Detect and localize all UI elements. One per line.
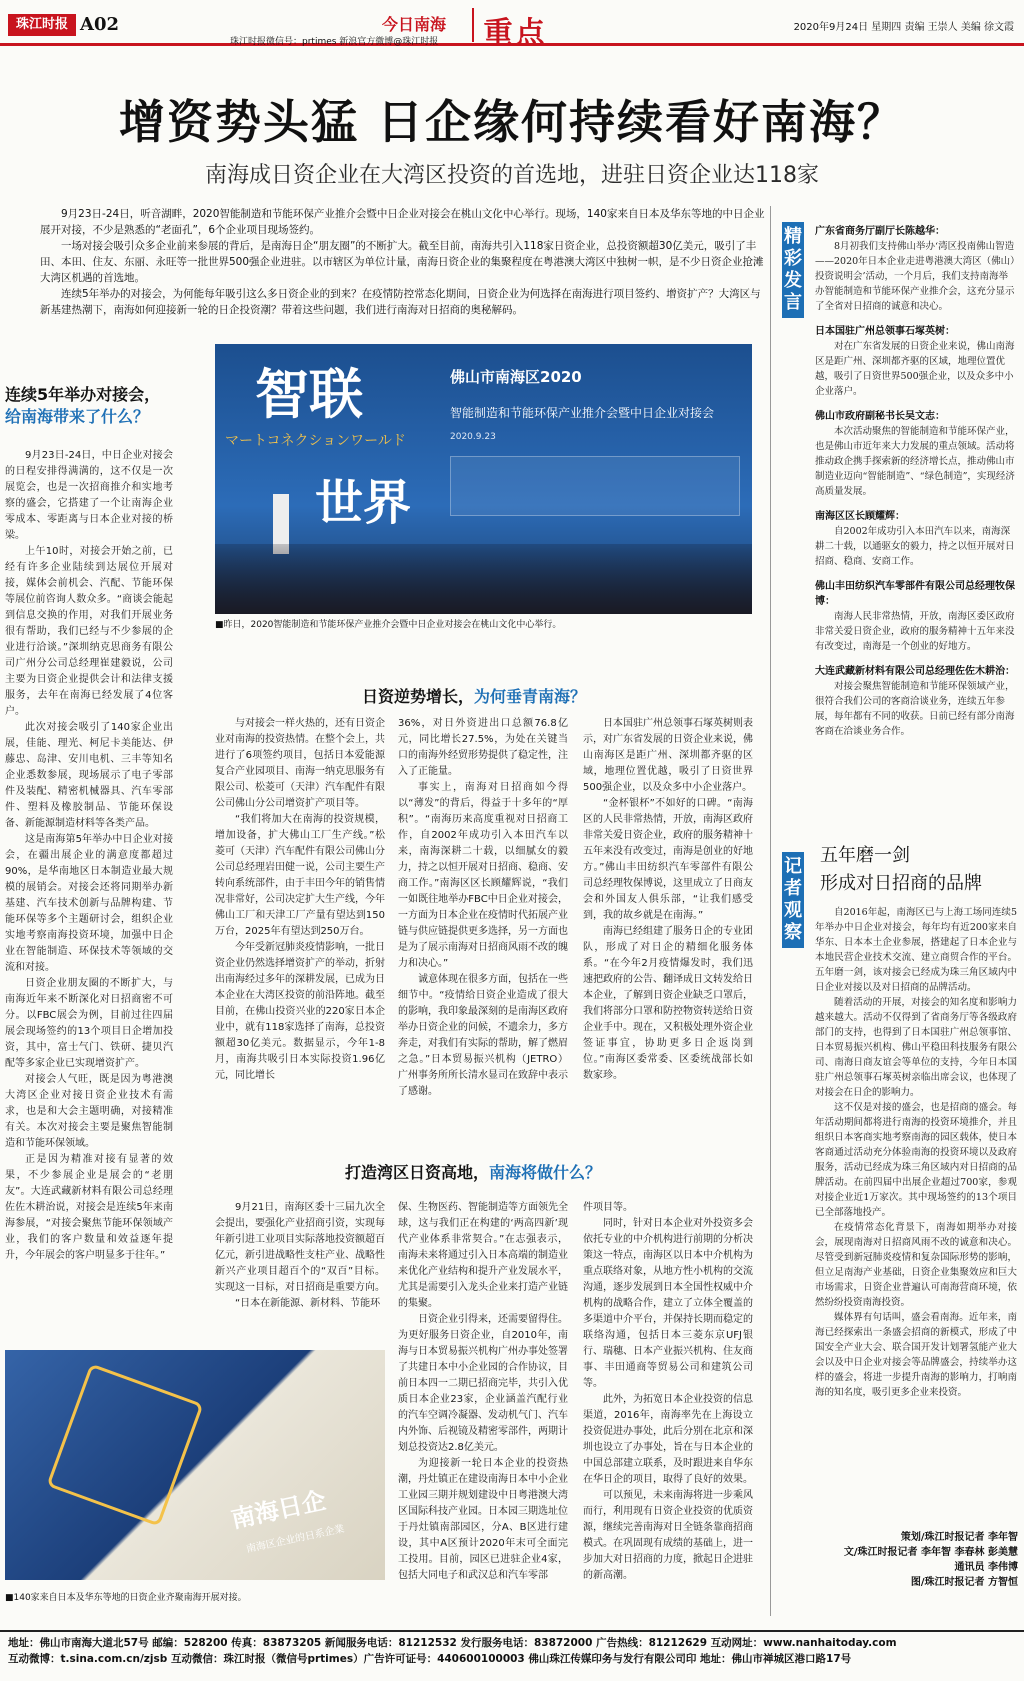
section-name: 重点 <box>483 16 547 51</box>
quote-text: 南海人民非常热情，开放，南海区委区政府非常关爱日资企业，政府的服务精神十五年来没有改变过，南海是一个创业的好地方。 <box>815 611 1015 652</box>
photo-event-title: 佛山市南海区2020 <box>450 368 582 386</box>
masthead <box>0 0 1024 51</box>
section3-title-blue: 南海将做什么？ <box>489 1163 602 1182</box>
article-paragraph: 日资企业朋友圈的不断扩大，与南海近年来不断深化对日招商密不可分。以FBC展会为例，目前过往四届展会现场签约的13个项目日企增加投资，其中，富士气门、铁研、捷贝汽配等多家企业已实现增资扩产。 <box>5 978 173 1069</box>
main-headline: 增资势头猛 日企缘何持续看好南海？ <box>118 95 905 149</box>
article-paragraph: 正是因为精准对接有显著的效果，不少参展企业是展会的“老朋友”。大连武藏新材料有限公司总经理佐佐木耕治说，对接会是连续5年来南海参展，“对接会聚焦节能环保领域产业，我们的客户数量和效益逐年提升，今年展会的客户明显多于往年。” <box>5 1154 173 1261</box>
left-title-line2: 给南海带来了什么？ <box>5 407 150 426</box>
quote-text: 自2002年成功引入本田汽车以来，南海深耕二十载，以通驱女的毅力，持之以恒开展对日招商、稳商、安商工作。 <box>815 526 1015 567</box>
article-paragraph: 对接会人气旺，既是因为粤港澳大湾区企业对接日资企业技术有需求，也是和大会主题明确，对接精准有关。本次对接会主要是聚焦智能制造和节能环保领域。 <box>5 1074 173 1149</box>
photo-text-wisdom: 智联 <box>255 362 363 426</box>
section2-title-black: 日资逆势增长， <box>362 687 475 706</box>
photo-caption: ■昨日，2020智能制造和节能环保产业推介会暨中日企业对接会在桃山文化中心举行。 <box>215 620 562 630</box>
quote-text: 对接会聚焦智能制造和节能环保领域产业，很符合我们公司的客商洽谈业务，连续五年参展，每年都有不同的收获。日前已经有部分南海客商在洽谈业务合作。 <box>815 681 1015 737</box>
article-paragraph: 保、生物医药、智能制造等方面领先全球，这与我们正在构建的‘两高四新’现代产业体系非常契合。”在志强表示，南海未来将通过引入日本高端的制造业来优化产业结构和提升产业发展水平，尤其是需要引入龙头企业来打造产业链的集聚。 <box>398 1202 568 1309</box>
section2-column-3 <box>583 716 753 1106</box>
article-paragraph: 今年受新冠肺炎疫情影响，一批日资企业仍然选择增资扩产的举动，折射出南海经过多年的深耕发展，已成为日本企业在大湾区投资的前沿阵地。截至目前，在佛山投资兴业的220家日本企业中，就有118家选择了南海，总投资额超30亿美元。数据显示，今年1-8月，南海共吸引日本实际投资1.96亿元，同比增长 <box>215 942 385 1081</box>
quote-item <box>815 222 1017 314</box>
section2-title <box>362 684 586 707</box>
photo-audience <box>215 544 752 614</box>
quote-text: 对在广东省发展的日资企业来说，佛山南海区是距广州、深圳都齐驱的区域，地理位置优越，吸引了日资世界500强企业，以及众多中小企业落户。 <box>815 341 1015 397</box>
article-paragraph: 9月23日-24日，中日企业对接会的日程安排得满满的，这不仅是一次展览会，也是一次招商推介和实地考察的盛会，它搭建了一个让南海企业零成本、零距离与日本企业对接的桥梁。 <box>5 450 173 541</box>
article-paragraph: 36%，对日外资进出口总额76.8亿元，同比增长27.5%，为处在关键当口的南海外经贸形势提供了稳定性，注入了正能量。 <box>398 718 568 777</box>
quote-item <box>815 577 1017 654</box>
section3-column-2 <box>398 1200 568 1580</box>
observation-body <box>815 905 1017 1510</box>
exhibition-photo <box>5 1350 385 1580</box>
masthead-divider <box>472 8 474 42</box>
section3-title-black: 打造湾区日资高地， <box>345 1163 490 1182</box>
footer <box>0 1630 1024 1667</box>
article-paragraph: 可以预见，未来南海将进一步乘风而行，利用现有日资企业投资的优质资源，继续完善南海对日全链条靠商招商模式。在巩固现有成绩的基础上，进一步加大对日招商的力度，掀起日企进驻的新高潮。 <box>583 1490 753 1580</box>
photo-caption: ■140家来自日本及华东等地的日资企业齐聚南海开展对接。 <box>5 1593 247 1603</box>
byline: 策划/珠江时报记者 李年智 <box>900 1532 1018 1543</box>
quote-item <box>815 507 1017 569</box>
quote-item <box>815 662 1017 739</box>
quote-item <box>815 322 1017 399</box>
column-divider <box>770 206 771 1616</box>
section2-title-blue: 为何垂青南海？ <box>474 687 587 706</box>
article-paragraph: 此外，为拓宽日本企业投资的信息渠道，2016年，南海率先在上海设立投资促进办事处，此后分别在北京和深圳也设立了办事处，旨在与日本企业的中国总部建立联系，及时跟进来自华东在华日企的项目，取得了良好的效果。 <box>583 1394 753 1485</box>
quote-item <box>815 407 1017 499</box>
footer-line: 互动微博：t.sina.com.cn/zjsb 互动微信：珠江时报（微信号prtimes）广告许可证号：440600100003 佛山珠江传媒印务与发行有限公司印 地址：佛山市禅城区港口路17号 <box>8 1653 852 1665</box>
article-paragraph: “金杯银杯”不如好的口碑。“南海区的人民非常热情，开放，南海区政府非常关爱日资企业，政府的服务精神十五年来没有改变过，南海是创业的好地方。”佛山丰田纺织汽车零部件有限公司总经理牧保博说，这里成立了日商友会和外国友人俱乐部，“让我们感受到，我的故乡就是在南海。” <box>583 798 753 921</box>
observation-paragraph: 媒体界有句话叫，盛会看南海。近年来，南海已经探索出一条盛会招商的新模式，形成了中国安全产业大会、联合国开发计划署氢能产业大会以及中日企业对接会等品牌盛会，持续举办这样的盛会，将进一步提升南海的影响力，打响南海的知名度，吸引更多企业来投资。 <box>815 1312 1017 1398</box>
quote-speaker: 佛山市政府副秘书长吴文志： <box>815 411 945 422</box>
observation-paragraph: 这不仅是对接的盛会，也是招商的盛会。每年活动期间都将进行南海的投资环境推介，并且组织日本客商实地考察南海的园区载体，使日本客商通过活动充分体验南海的投资环境以及政府服务，活动已经成为珠三角区域内对日招商的品牌活动。在前四届中出展企业超过700家，参观对接企业近1万家次。其中现场签约的13个项目已全部落地投产。 <box>815 1102 1017 1218</box>
quote-speaker: 佛山丰田纺织汽车零部件有限公司总经理牧保博： <box>815 581 1015 607</box>
photo-sign-subtext: 南海区企业的日系企業 <box>245 1523 346 1556</box>
article-paragraph: 9月21日，南海区委十三届九次全会提出，要强化产业招商引资，实现每年新引进工业项目实际落地投资额超百亿元，新引进战略性支柱产业、战略性新兴产业项目超百个的“双百”目标。实现这一目标，对日招商是重要方向。 <box>215 1202 385 1293</box>
section2-column-1 <box>215 716 385 1106</box>
observation-paragraph: 随着活动的开展，对接会的知名度和影响力越来越大。活动不仅得到了省商务厅等各级政府部门的支持，也得到了日本国驻广州总领事馆、日本贸易振兴机构、佛山平稳田科技服务有限公司、南海日商友谊会等单位的支持，今年日本国驻广州总领事石塚英树亲临出席会议，也体现了对接会在日企的影响力。 <box>815 997 1017 1098</box>
left-title-line1: 连续5年举办对接会， <box>5 385 161 404</box>
byline: 通讯员 李伟博 <box>954 1562 1018 1573</box>
observation-title-line2: 形成对日招商的品牌 <box>820 873 982 894</box>
robot-arm-graphic <box>46 1363 203 1526</box>
section3-title <box>345 1160 601 1183</box>
quotes-tag: 精彩发言 <box>782 222 804 318</box>
quote-speaker: 南海区区长顾耀辉： <box>815 511 905 522</box>
left-column-body <box>5 448 173 1328</box>
observation-title-line1: 五年磨一剑 <box>820 845 910 866</box>
social-accounts: 珠江时报微信号：prtimes 新浪官方微博@珠江时报 <box>230 37 439 47</box>
footer-line: 地址：佛山市南海大道北57号 邮编：528200 传真：83873205 新闻服务电话：81212532 发行服务电话：83872000 广告热线：81212629 互动网址：www.nanhaitoday.com <box>8 1637 897 1649</box>
event-photo <box>215 344 752 614</box>
article-paragraph: 为迎接新一轮日本企业的投资热潮，丹灶镇正在建设南海日本中小企业工业园三期并规划建设中日粤港澳大湾区国际科技产业园。日本园三期选址位于丹灶镇南部园区，分A、B区进行建设，其中A区预计2020年末可全面完工投用。目前，园区已进驻企业4家，包括大同电子和武汉总和汽车零部 <box>398 1458 568 1580</box>
observation-paragraph: 在疫情常态化背景下，南海如期举办对接会，展现南海对日招商风雨不改的诚意和决心。尽管受到新冠肺炎疫情和复杂国际形势的影响，但立足南海产业基础，日资企业集聚效应和巨大市场需求，日资企业普遍认可南海营商环境，依然纷纷投资南海投资。 <box>815 1222 1017 1308</box>
section3-column-1 <box>215 1200 385 1310</box>
article-paragraph: 日本国驻广州总领事石塚英树则表示，对广东省发展的日资企业来说，佛山南海区是距广州、深圳都齐驱的区域，地理位置优越，吸引了日资世界500强企业，以及众多中小企业落户。 <box>583 718 753 793</box>
observation-tag: 记者观察 <box>782 852 804 948</box>
section3-column-3 <box>583 1200 753 1580</box>
photo-event-subtitle: 智能制造和节能环保产业推介会暨中日企业对接会 <box>450 406 715 420</box>
section2-column-2 <box>398 716 568 1106</box>
left-section-title <box>5 384 173 428</box>
article-paragraph: “我们将加大在南海的投资规模，增加设备，扩大佛山工厂生产线。”松菱可（天津）汽车配件有限公司佛山分公司总经理岩田健一说，公司主要生产转向系统部件，由于丰田今年的销售情况非常好，公司决定扩大生产线，今年佛山工厂和天津工厂产量有望达到150万台，2025年有望达到250万台。 <box>215 814 385 937</box>
quotes-column <box>815 222 1017 842</box>
quote-text: 本次活动聚焦的智能制造和节能环保产业，也是佛山市近年来大力发展的重点领域。活动将推动政企携手探索新的经济增长点，推动佛山市制造业迈向“智能制造”、“绿色制造”，实现经济高质量发展。 <box>815 426 1015 497</box>
photo-text-world: 世界 <box>315 475 412 531</box>
quote-speaker: 广东省商务厅副厅长陈越华： <box>815 226 945 237</box>
date-editors: 2020年9月24日 星期四 责编 王崇人 美编 徐文霞 <box>793 22 1014 33</box>
quote-speaker: 大连武藏新材料有限公司总经理佐佐木耕治： <box>815 666 1015 677</box>
photo-text-japanese: マートコネクションワールド <box>225 433 406 449</box>
article-paragraph: 此次对接会吸引了140家企业出展，佳能、理光、柯尼卡美能达、伊藤忠、岛津、安川电机、三丰等知名企业悉数参展，现场展示了电子零部件及装配、精密机械器具、汽车零部件、塑料及橡胶制品、节能环保设备、新能源制造材料等各类产品。 <box>5 722 173 829</box>
lead-paragraph: 连续5年举办的对接会，为何能每年吸引这么多日资企业的到来？在疫情防控常态化期间，日资企业为何选择在南海进行项目签约、增资扩产？大湾区与新基建热潮下，南海如何迎接新一轮的日企投资潮？带着这些问题，我们进行南海对日招商的奥秘解码。 <box>40 288 761 316</box>
section-label: 今日南海 <box>382 15 447 34</box>
article-paragraph: 事实上，南海对日招商如今得以“薄发”的背后，得益于十多年的“厚积”。“南海历来高度重视对日招商工作，自2002年成功引入本田汽车以来，南海深耕二十载，以细腻女的毅力，持之以恒开展对日招商、稳商、安商工作。”南海区区长顾耀辉说，“我们一如既往地举办FBC中日企业对接会，一方面为日本企业在疫情时代拓展产业链与供应链提供更多选择，另一方面也是为了展示南海对日招商风雨不改的魄力和决心。” <box>398 782 568 969</box>
quote-text: 8月初我们支持佛山举办‘湾区投南佛山智造——2020年日本企业走进粤港澳大湾区（佛山）投资说明会’活动，一个月后，我们支持南海举办智能制造和节能环保产业推介会，这充分显示了全省对日招商的诚意和决心。 <box>815 241 1015 312</box>
lead-paragraph: 一场对接会吸引众多企业前来参展的背后，是南海日企“朋友圈”的不断扩大。截至目前，南海共引入118家日资企业，总投资额超30亿美元，吸引了丰田、本田、住友、东丽、永旺等一批世界500强企业进驻。以市辖区为单位计量，南海日资企业的集聚程度在粤港澳大湾区中独树一帜，是不少日资企业抢滩大湾区机遇的首选地。 <box>40 240 764 284</box>
newspaper-logo: 珠江时报 <box>8 14 76 36</box>
observation-title <box>820 842 1020 898</box>
photo-event-date: 2020.9.23 <box>450 432 496 442</box>
article-paragraph: 与对接会一样火热的，还有日资企业对南海的投资热情。在整个会上，共进行了6项签约项目，包括日本爱能源复合产业园项目、南海一纳克思服务有限公司、松菱可（天津）汽车配件有限公司佛山分公司增资扩产项目等。 <box>215 718 385 809</box>
observation-paragraph: 自2016年起，南海区已与上海工场同连续5年举办中日企业对接会，每年均有近200家来自华东、日本本土企业参展，搭建起了日本企业与本地民营企业技术交流、建立商贸合作的平台。五年磨一剑，该对接会已经成为珠三角区域内中日企业对接以及对日招商的品牌活动。 <box>815 907 1017 993</box>
sub-headline: 南海成日资企业在大湾区投资的首选地，进驻日资企业达118家 <box>205 163 819 188</box>
byline: 文/珠江时报记者 李年智 李春林 彭美慧 <box>843 1547 1018 1558</box>
article-paragraph: 这是南海第5年举办中日企业对接会，在疆出展企业的满意度都超过90%，是华南地区日本制造业最大规模的展销会。对接会还将同期举办新基建、汽车技术创新与品牌构建、节能环保等多个主题研讨会，组织企业实地考察南海投资环境，加强中日企业在智能制造、环保技术等领域的交流和对接。 <box>5 834 173 973</box>
quote-speaker: 日本国驻广州总领事石塚英树： <box>815 326 955 337</box>
photo-stage-banner <box>450 456 740 516</box>
article-paragraph: 上午10时，对接会开始之前，已经有许多企业陆续到达展位开展对接，媒体会前机会、汽配、节能环保等展位前咨询人数众多。“商谈会能起到信息交换的作用，对我们开展业务很有帮助，我们已经与不少参展的企业进行洽谈。”深圳纳克思商务有限公司广州分公司总经理崔建毅说，公司主要为日资企业提供会计和法律支援服务，去年在南海已经发展了4位客户。 <box>5 546 173 717</box>
photo-sign-text: 南海日企 <box>228 1485 329 1534</box>
article-paragraph: 诚意体现在很多方面，包括在一些细节中。“疫情给日资企业造成了很大的影响，我印象最深刻的是南海区政府举办日资企业的问候，不遗余力，多方奔走，对我们有实际的帮助，解了燃眉之急。”日本贸易振兴机构（JETRO）广州事务所所长清水显司在致辞中表示了感谢。 <box>398 974 568 1097</box>
article-paragraph: 南海已经组建了服务日企的专业团队，形成了对日企的精细化服务体系。“在今年2月疫情爆发时，我们迅速把政府的公告、翻译成日文转发给日本企业，了解到日资企业缺乏口罩后，我们将部分口罩和防控物资转送给日资企业手中。现在，又积极处理外资企业签证事宜，协助更多日企返岗到位。”南海区委常委、区委统战部长如数家珍。 <box>583 926 753 1081</box>
article-paragraph: 日资企业引得来，还需要留得住。为更好服务日资企业，自2010年，南海与日本贸易振兴机构广州办事处签署了共建日本中小企业园的合作协议，目前日本四一二期已招商完毕，共引入优质日本企业23家，企业涵盖汽配行业的汽车空调冷凝器、发动机气门、汽车内外饰、后视镜及精密零部件，两期计划总投资达2.8亿美元。 <box>398 1314 568 1453</box>
lead-paragraph: 9月23日-24日，听音湖畔，2020智能制造和节能环保产业推介会暨中日企业对接会在桃山文化中心举行。现场，140家来自日本及华东等地的中日企业展开对接，不少是熟悉的“老面孔”，6个企业项目现场签约。 <box>40 208 765 236</box>
article-paragraph: “日本在新能源、新材料、节能环 <box>235 1298 381 1309</box>
bylines <box>840 1530 1018 1590</box>
lead-paragraphs <box>40 206 770 318</box>
byline: 图/珠江时报记者 方智恒 <box>910 1577 1018 1588</box>
page-number: A02 <box>80 14 120 35</box>
article-paragraph: 件项目等。 <box>583 1202 633 1213</box>
article-paragraph: 同时，针对日本企业对外投资多会依托专业的中介机构进行前期的分析决策这一特点，南海区以日本中介机构为重点联络对象，从地方性小机构的交流沟通，逐步发展到日本全国性权威中介机构的战略合作，建立了立体全覆盖的多渠道中介平台，并保持长期而稳定的联络沟通，包括日本三菱东京UFJ银行、瑞穗、日本产业振兴机构、住友商事、丰田通商等贸易公司和建筑公司等。 <box>583 1218 753 1389</box>
